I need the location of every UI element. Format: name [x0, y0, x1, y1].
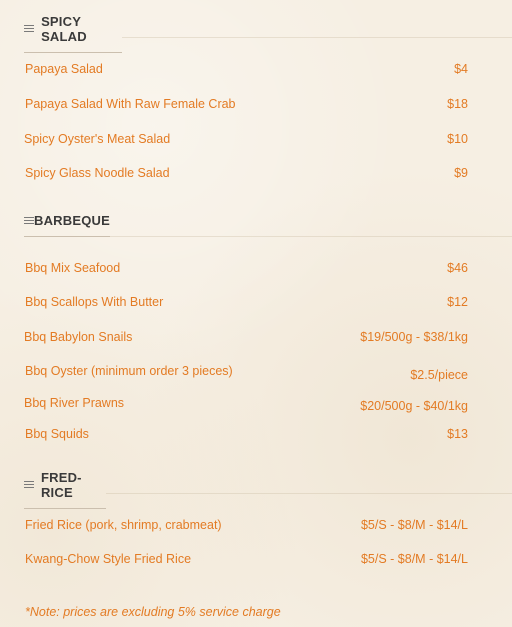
menu-lines-icon [24, 25, 33, 33]
section-divider [110, 236, 512, 237]
menu-item [25, 427, 468, 441]
menu-item [25, 518, 468, 532]
menu-item [25, 364, 468, 382]
menu-item [24, 396, 468, 413]
menu-lines-icon [24, 217, 26, 225]
item-price: $5/S - $8/M - $14/L [360, 552, 468, 566]
item-name: Bbq Scallops With Butter [25, 295, 164, 309]
section-title: FRED-RICE [40, 470, 82, 500]
section-header-barbeque[interactable] [24, 213, 110, 237]
item-price: $12 [447, 295, 468, 309]
item-price: $10 [447, 132, 468, 146]
section-title: BARBEQUE [34, 213, 110, 228]
section-divider [106, 493, 512, 494]
item-name: Fried Rice (pork, shrimp, crabmeat) [25, 518, 222, 532]
item-name: Spicy Glass Noodle Salad [25, 166, 170, 180]
item-name: Bbq Oyster (minimum order 3 pieces) [25, 364, 233, 378]
item-price: $5/S - $8/M - $14/L [360, 518, 468, 532]
item-price: $2.5/piece [410, 368, 468, 382]
item-name: Kwang-Chow Style Fried Rice [25, 552, 192, 566]
menu-item [25, 295, 468, 309]
item-name: Papaya Salad With Raw Female Crab [25, 97, 236, 111]
item-price: $9 [454, 166, 468, 180]
menu-item [25, 97, 468, 111]
item-price: $13 [447, 427, 468, 441]
item-name: Bbq River Prawns [24, 396, 125, 410]
menu-item [25, 552, 468, 566]
item-price: $19/500g - $38/1kg [360, 330, 468, 344]
menu-item [25, 261, 468, 275]
section-title: SPICY SALAD [41, 14, 87, 44]
section-header-fred-rice[interactable] [24, 470, 106, 509]
item-price: $18 [447, 97, 468, 111]
menu-lines-icon [24, 481, 33, 489]
item-name: Papaya Salad [25, 62, 103, 76]
item-name: Spicy Oyster's Meat Salad [24, 132, 171, 146]
item-name: Bbq Babylon Snails [24, 330, 133, 344]
item-name: Bbq Squids [25, 427, 89, 441]
menu-item [25, 166, 468, 180]
item-name: Bbq Mix Seafood [25, 261, 121, 275]
menu-item [25, 62, 468, 76]
section-header-spicy-salad[interactable] [24, 14, 122, 53]
menu-item [24, 132, 468, 146]
section-divider [122, 37, 512, 38]
item-price: $20/500g - $40/1kg [360, 399, 468, 413]
menu-item [24, 330, 468, 344]
item-price: $4 [454, 62, 468, 76]
item-price: $46 [447, 261, 468, 275]
service-charge-note: *Note: prices are excluding 5% service charge [25, 605, 281, 619]
